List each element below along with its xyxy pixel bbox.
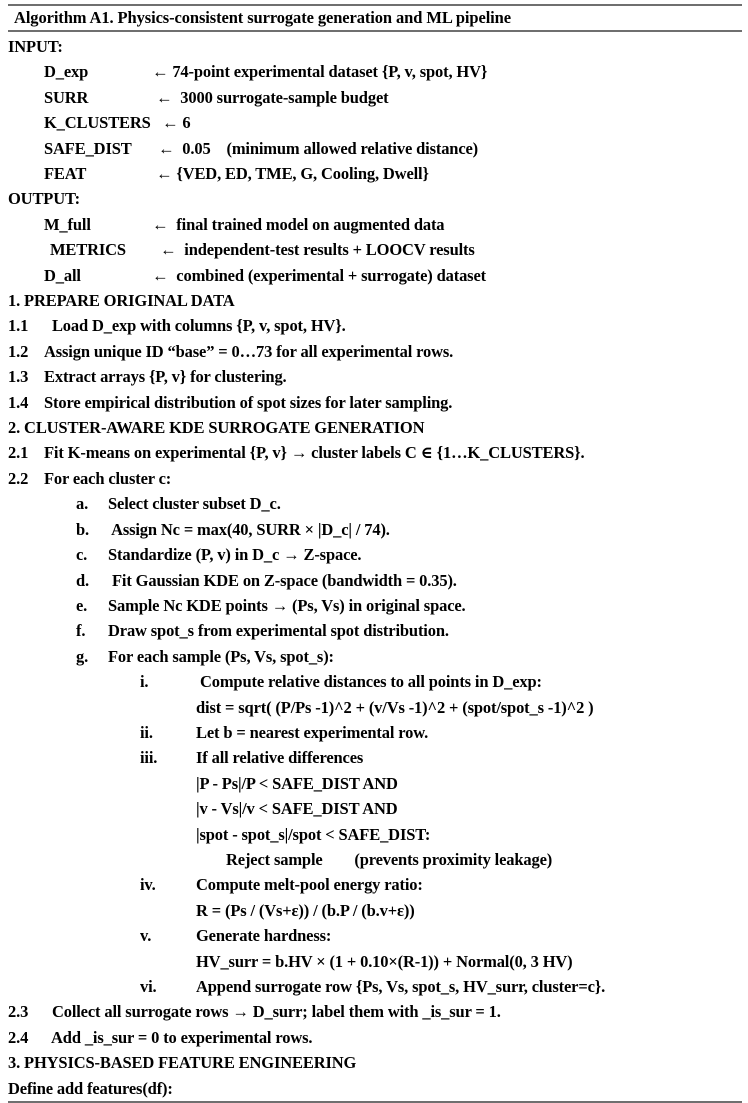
- output-row: [0, 212, 748, 237]
- input-name: D_exp: [44, 62, 89, 82]
- output-row: [0, 263, 748, 288]
- step-row: [0, 364, 748, 389]
- step-text: Fit Gaussian KDE on Z-space (bandwidth = 0.35).: [108, 570, 457, 590]
- input-name: SURR: [44, 87, 89, 107]
- step-text: Draw spot_s from experimental spot distribution.: [108, 621, 449, 641]
- step-marker: ii.: [140, 722, 153, 742]
- step-text: Sample Nc KDE points → (Ps, Vs) in original space.: [108, 595, 466, 615]
- input-name: FEAT: [44, 164, 87, 183]
- step-number: 1.2: [8, 341, 29, 361]
- step-text: Collect all surrogate rows → D_surr; label them with _is_sur = 1.: [44, 1002, 501, 1022]
- step-text: Assign unique ID “base” = 0…73 for all experimental rows.: [44, 341, 454, 361]
- input-row: [0, 136, 748, 161]
- lettered-step-row: [0, 491, 748, 516]
- input-value: ← 6: [162, 113, 191, 133]
- step-row: [0, 440, 748, 465]
- lettered-step-row: [0, 618, 748, 643]
- output-value: ← final trained model on augmented data: [152, 214, 445, 234]
- step-marker: e.: [76, 595, 88, 615]
- step-marker: g.: [76, 646, 89, 666]
- step-number: 1.3: [8, 367, 29, 387]
- step-marker: iii.: [140, 748, 158, 768]
- formula-energy-ratio: R = (Ps / (Vs+ε)) / (b.P / (b.v+ε)): [196, 900, 415, 920]
- step-text: For each cluster c:: [44, 468, 172, 488]
- step-marker: i.: [140, 672, 149, 692]
- step-text: Let b = nearest experimental row.: [196, 722, 429, 742]
- input-value: ← {VED, ED, TME, G, Cooling, Dwell}: [156, 164, 429, 183]
- step-marker: a.: [76, 494, 89, 514]
- section-1-heading: 1. PREPARE ORIGINAL DATA: [8, 291, 235, 311]
- step-marker: v.: [140, 926, 152, 946]
- condition-line: |v - Vs|/v < SAFE_DIST AND: [196, 799, 398, 819]
- formula-hardness: HV_surr = b.HV × (1 + 0.10×(R-1)) + Normal(0, 3 HV): [196, 951, 573, 971]
- input-row: [0, 161, 748, 186]
- roman-step-row: [0, 720, 748, 745]
- step-row: [0, 466, 748, 491]
- condition-line: |spot - spot_s|/spot < SAFE_DIST:: [196, 824, 431, 844]
- step-text: Fit K-means on experimental {P, v} → cluster labels C ∈ {1…K_CLUSTERS}.: [44, 443, 585, 463]
- step-marker: c.: [76, 545, 88, 565]
- lettered-step-row: [0, 593, 748, 618]
- step-row: [0, 999, 748, 1024]
- input-row: [0, 59, 748, 84]
- roman-step-row: [0, 872, 748, 897]
- step-number: 1.1: [8, 316, 29, 336]
- step-text: For each sample (Ps, Vs, spot_s):: [108, 646, 334, 666]
- roman-step-row: [0, 923, 748, 948]
- define-line: Define add features(df):: [8, 1078, 173, 1098]
- output-row: [0, 237, 748, 262]
- output-value: ← combined (experimental + surrogate) dataset: [152, 265, 486, 285]
- step-text: Append surrogate row {Ps, Vs, spot_s, HV_surr, cluster=c}.: [196, 977, 606, 996]
- section-3-heading: 3. PHYSICS-BASED FEATURE ENGINEERING: [8, 1053, 357, 1073]
- step-number: 2.2: [8, 468, 29, 488]
- condition-line: |P - Ps|/P < SAFE_DIST AND: [196, 773, 398, 793]
- input-value: ← 74-point experimental dataset {P, v, spot, HV}: [152, 62, 488, 82]
- output-name: M_full: [44, 214, 91, 234]
- step-row: [0, 390, 748, 415]
- step-text: Standardize (P, v) in D_c → Z-space.: [108, 545, 362, 565]
- step-number: 2.1: [8, 443, 29, 463]
- lettered-step-row: [0, 542, 748, 567]
- input-name: K_CLUSTERS: [44, 113, 151, 133]
- step-text: Assign Nc = max(40, SURR × |D_c| / 74).: [108, 519, 390, 539]
- step-text: Select cluster subset D_c.: [108, 494, 281, 514]
- algorithm-title: Algorithm A1. Physics-consistent surrogate generation and ML pipeline: [14, 8, 511, 27]
- input-value: ← 0.05 (minimum allowed relative distance): [158, 138, 479, 158]
- step-text: Store empirical distribution of spot sizes for later sampling.: [44, 392, 453, 412]
- roman-step-row: [0, 745, 748, 770]
- step-text: Extract arrays {P, v} for clustering.: [44, 367, 287, 387]
- lettered-step-row: [0, 568, 748, 593]
- step-row: [0, 313, 748, 338]
- step-row: [0, 1025, 748, 1050]
- step-text: Add _is_sur = 0 to experimental rows.: [44, 1027, 313, 1047]
- step-row: [0, 339, 748, 364]
- roman-step-row: [0, 669, 748, 694]
- step-text: Compute melt-pool energy ratio:: [196, 875, 423, 895]
- step-text: If all relative differences: [196, 748, 364, 768]
- step-marker: iv.: [140, 875, 156, 895]
- roman-step-row: [0, 974, 748, 999]
- formula-dist: dist = sqrt( (P/Ps -1)^2 + (v/Vs -1)^2 + (spot/spot_s -1)^2 ): [196, 697, 594, 717]
- step-number: 2.3: [8, 1002, 29, 1022]
- lettered-step-row: [0, 644, 748, 669]
- algorithm-body: [0, 32, 748, 1101]
- step-marker: f.: [76, 621, 86, 641]
- step-text: Compute relative distances to all points in D_exp:: [196, 672, 542, 692]
- step-marker: b.: [76, 519, 90, 539]
- input-name: SAFE_DIST: [44, 138, 132, 158]
- step-number: 2.4: [8, 1027, 29, 1047]
- lettered-step-row: [0, 517, 748, 542]
- output-value: ← independent-test results + LOOCV results: [160, 240, 475, 260]
- reject-line: Reject sample (prevents proximity leakage): [226, 849, 553, 869]
- section-2-heading: 2. CLUSTER-AWARE KDE SURROGATE GENERATION: [8, 418, 425, 438]
- output-heading: OUTPUT:: [8, 189, 80, 209]
- step-marker: vi.: [140, 977, 157, 996]
- step-text: Generate hardness:: [196, 926, 332, 946]
- input-row: [0, 85, 748, 110]
- output-name: D_all: [44, 265, 81, 285]
- input-heading: INPUT:: [8, 36, 63, 56]
- input-row: [0, 110, 748, 135]
- step-marker: d.: [76, 570, 90, 590]
- output-name: METRICS: [50, 240, 126, 260]
- step-number: 1.4: [8, 392, 29, 412]
- step-text: Load D_exp with columns {P, v, spot, HV}.: [44, 316, 346, 336]
- input-value: ← 3000 surrogate-sample budget: [156, 87, 389, 107]
